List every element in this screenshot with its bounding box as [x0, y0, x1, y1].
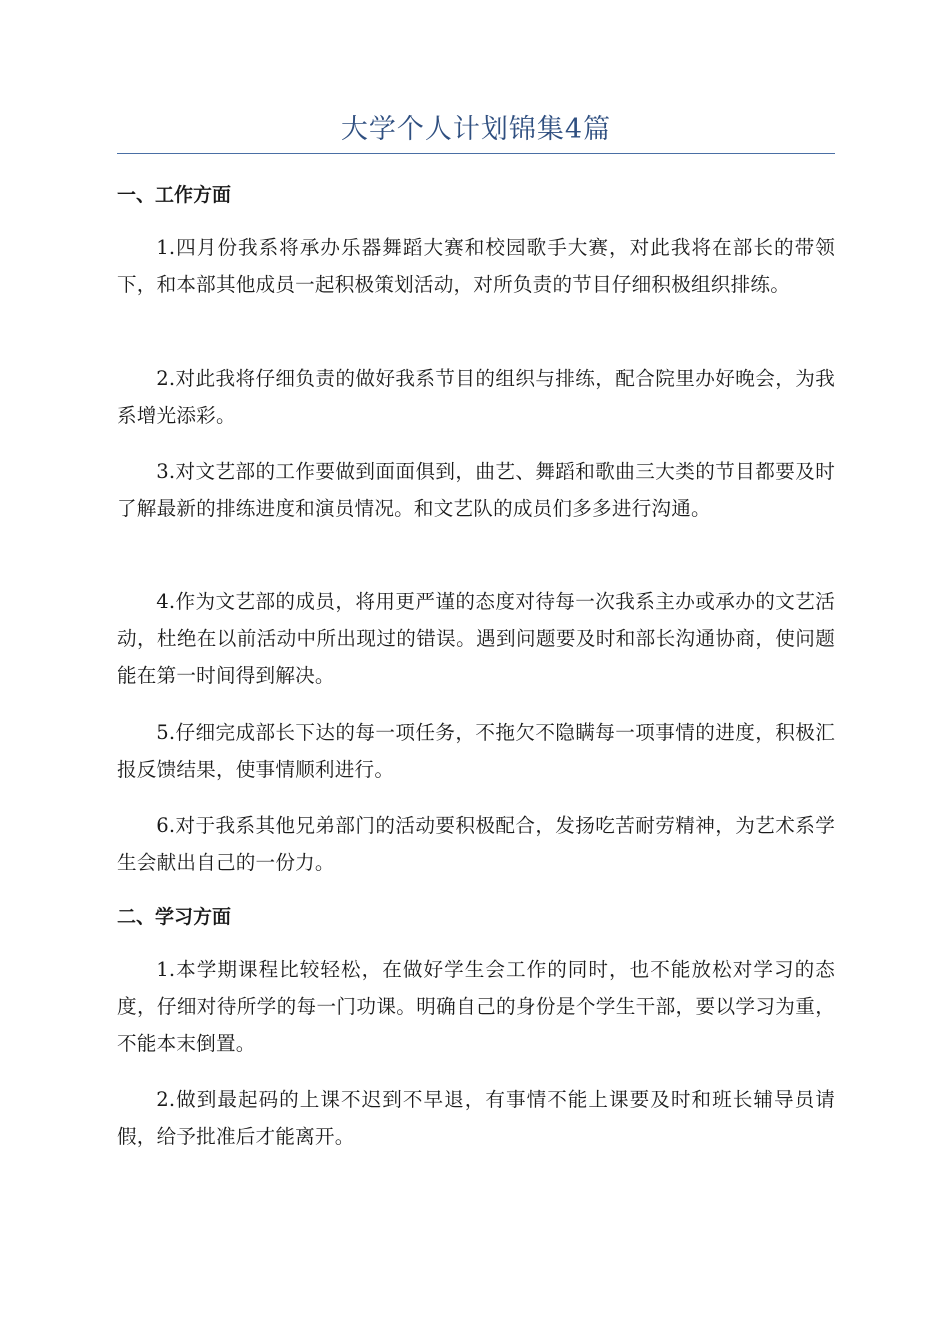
- section-heading-work: 一、工作方面: [117, 184, 232, 206]
- work-paragraph-2: 2.对此我将仔细负责的做好我系节目的组织与排练，配合院里办好晚会，为我系增光添彩。: [117, 367, 835, 427]
- document-title: 大学个人计划锦集4篇: [340, 114, 612, 145]
- work-paragraph-5: 5.仔细完成部长下达的每一项任务，不拖欠不隐瞒每一项事情的进度，积极汇报反馈结果，使事情顺利进行。: [117, 721, 835, 781]
- work-paragraph-6: 6.对于我系其他兄弟部门的活动要积极配合，发扬吃苦耐劳精神，为艺术系学生会献出自己的一份力。: [117, 814, 835, 874]
- title-underline: [117, 153, 835, 154]
- work-paragraph-4: 4.作为文艺部的成员，将用更严谨的态度对待每一次我系主办或承办的文艺活动，杜绝在以前活动中所出现过的错误。遇到问题要及时和部长沟通协商，使问题能在第一时间得到解决。: [117, 590, 835, 687]
- study-paragraph-1: 1.本学期课程比较轻松，在做好学生会工作的同时，也不能放松对学习的态度，仔细对待所学的每一门功课。明确自己的身份是个学生干部，要以学习为重，不能本末倒置。: [117, 958, 835, 1055]
- section-heading-study: 二、学习方面: [117, 906, 232, 928]
- work-paragraph-3: 3.对文艺部的工作要做到面面俱到，曲艺、舞蹈和歌曲三大类的节目都要及时了解最新的排练进度和演员情况。和文艺队的成员们多多进行沟通。: [117, 460, 835, 520]
- work-paragraph-1: 1.四月份我系将承办乐器舞蹈大赛和校园歌手大赛，对此我将在部长的带领下，和本部其他成员一起积极策划活动，对所负责的节目仔细积极组织排练。: [117, 236, 835, 296]
- study-paragraph-2: 2.做到最起码的上课不迟到不早退，有事情不能上课要及时和班长辅导员请假，给予批准后才能离开。: [117, 1088, 835, 1148]
- document-page: [117, 110, 835, 154]
